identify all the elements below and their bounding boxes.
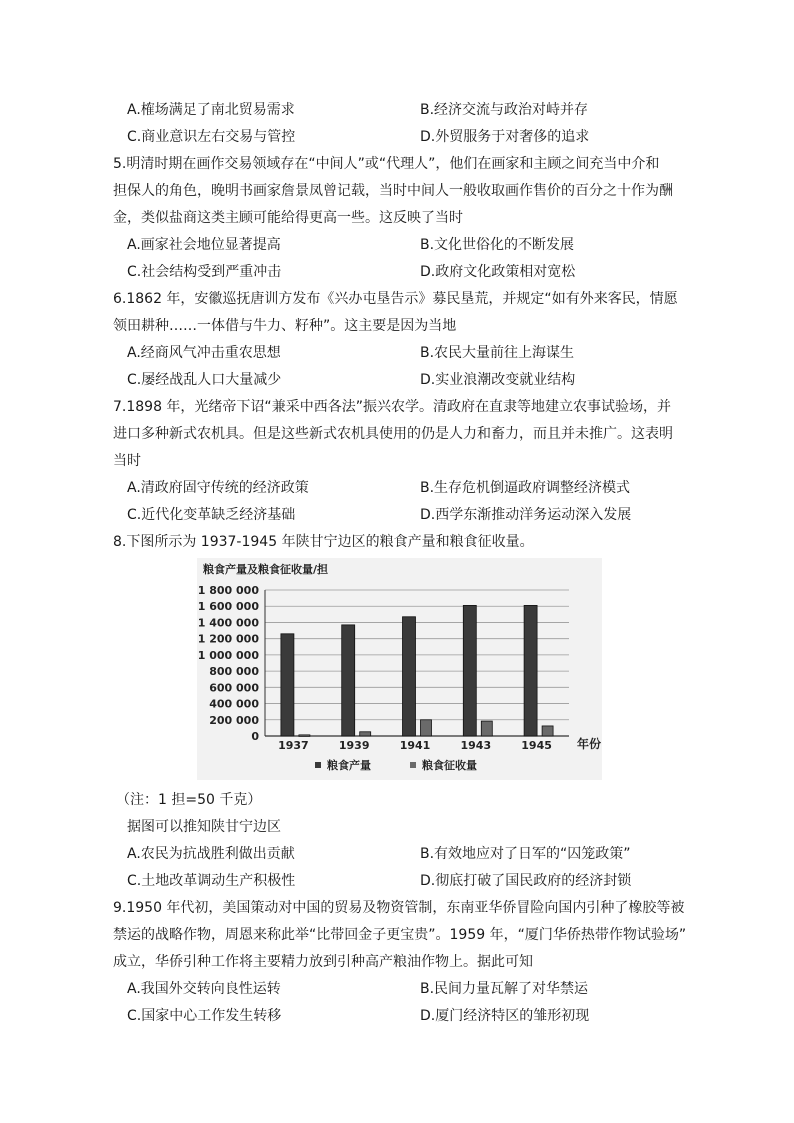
q5-stem-line-3: 金，类似盐商这类主顾可能给得更高一些。这反映了当时 (113, 210, 463, 226)
bar-production (403, 617, 416, 736)
q6-option-d: D.实业浪潮改变就业结构 (420, 372, 576, 388)
q7-option-c: C.近代化变革缺乏经济基础 (127, 507, 296, 523)
q5-option-a: A.画家社会地位显著提高 (127, 237, 281, 253)
q4-option-c: C.商业意识左右交易与管控 (127, 129, 296, 145)
q8-stem: 8.下图所示为 1937-1945 年陕甘宁边区的粮食产量和粮食征收量。 (113, 534, 534, 550)
bar-production (281, 634, 294, 736)
chart-ylabel: 粮食产量及粮食征收量/担 (203, 563, 329, 576)
chart-xlabel: 年份 (577, 737, 602, 751)
legend-swatch (315, 762, 321, 768)
legend-label: 粮食征收量 (422, 759, 477, 772)
q8-option-c: C.土地改革调动生产积极性 (127, 873, 296, 889)
q6-stem-line-2: 领田耕种……一体借与牛力、籽种”。这主要是因为当地 (113, 318, 457, 334)
q5-option-c: C.社会结构受到严重冲击 (127, 264, 282, 280)
q4-option-a: A.榷场满足了南北贸易需求 (127, 102, 295, 118)
y-tick-label: 400 000 (209, 697, 259, 711)
q6-option-b: B.农民大量前往上海谋生 (420, 345, 575, 361)
q5-stem-line-2: 担保人的角色，晚明书画家詹景凤曾记载，当时中间人一般收取画作售价的百分之十作为酬 (113, 183, 673, 199)
q7-stem-line-1: 7.1898 年，光绪帝下诏“兼采中西各法”振兴农学。清政府在直隶等地建立农事试验场，并 (113, 399, 671, 415)
q9-option-a: A.我国外交转向良性运转 (127, 981, 281, 997)
q6-option-c: C.屡经战乱人口大量减少 (127, 372, 282, 388)
y-tick-label: 1 600 000 (197, 600, 259, 614)
bar-production (463, 605, 476, 736)
q7-stem-line-3: 当时 (113, 453, 141, 469)
grain-chart (197, 558, 602, 780)
x-tick-label: 1941 (399, 739, 431, 752)
q5-option-b: B.文化世俗化的不断发展 (420, 237, 575, 253)
q7-option-d: D.西学东渐推动洋务运动深入发展 (420, 507, 632, 523)
q4-option-d: D.外贸服务于对奢侈的追求 (420, 129, 590, 145)
q4-option-b: B.经济交流与政治对峙并存 (420, 102, 589, 118)
y-tick-label: 800 000 (209, 665, 259, 679)
q8-option-d: D.彻底打破了国民政府的经济封锁 (420, 873, 632, 889)
y-tick-label: 1 400 000 (197, 616, 259, 630)
q9-option-b: B.民间力量瓦解了对华禁运 (420, 981, 589, 997)
x-tick-label: 1945 (521, 739, 552, 752)
q9-option-c: C.国家中心工作发生转移 (127, 1008, 282, 1024)
y-tick-label: 0 (251, 730, 259, 743)
bar-levy (542, 726, 553, 736)
x-tick-label: 1939 (338, 739, 370, 752)
bar-levy (299, 735, 310, 737)
q7-option-a: A.清政府固守传统的经济政策 (127, 480, 309, 496)
q9-option-d: D.厦门经济特区的雏形初现 (420, 1008, 590, 1024)
bar-production (524, 605, 537, 736)
legend-swatch (410, 762, 416, 768)
q7-stem-line-2: 进口多种新式农机具。但是这些新式农机具使用的仍是人力和畜力，而且并未推广。这表明 (113, 426, 673, 442)
bar-production (342, 625, 355, 736)
bar-levy (360, 732, 371, 736)
bar-levy (421, 720, 432, 736)
y-tick-label: 600 000 (209, 681, 259, 695)
q6-option-a: A.经商风气冲击重农思想 (127, 345, 281, 361)
y-tick-label: 1 000 000 (197, 648, 259, 662)
q8-option-a: A.农民为抗战胜利做出贡献 (127, 846, 295, 862)
q8-note: （注：1 担=50 千克） (116, 792, 262, 808)
x-tick-label: 1937 (278, 739, 309, 752)
bar-levy (481, 721, 492, 736)
q9-stem-line-2: 禁运的战略作物，周恩来称此举“比带回金子更宝贵”。1959 年，“厦门华侨热带作物试验场” (113, 927, 687, 943)
q8-option-b: B.有效地应对了日军的“囚笼政策” (420, 846, 631, 862)
q6-stem-line-1: 6.1862 年，安徽巡抚唐训方发布《兴办屯垦告示》募民垦荒，并规定“如有外来客民，情愿 (113, 291, 678, 307)
y-tick-label: 200 000 (209, 713, 259, 727)
legend-label: 粮食产量 (327, 759, 371, 772)
q5-option-d: D.政府文化政策相对宽松 (420, 264, 576, 280)
y-tick-label: 1 800 000 (197, 584, 259, 597)
q9-stem-line-1: 9.1950 年代初，美国策动对中国的贸易及物资管制，东南亚华侨冒险向国内引种了橡胶等被 (113, 900, 685, 916)
q5-stem-line-1: 5.明清时期在画作交易领域存在“中间人”或“代理人”，他们在画家和主顾之间充当中介和 (113, 156, 660, 172)
x-tick-label: 1943 (460, 739, 492, 752)
q9-stem-line-3: 成立，华侨引种工作将主要精力放到引种高产粮油作物上。据此可知 (113, 954, 533, 970)
q7-option-b: B.生存危机倒逼政府调整经济模式 (420, 480, 631, 496)
q8-infer: 据图可以推知陕甘宁边区 (127, 819, 281, 835)
y-tick-label: 1 200 000 (197, 632, 259, 646)
